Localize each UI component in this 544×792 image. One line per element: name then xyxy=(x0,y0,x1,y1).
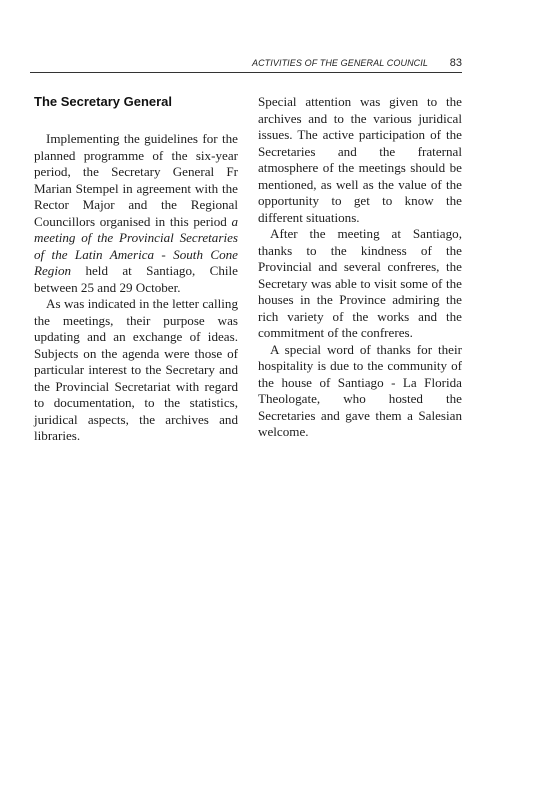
running-header xyxy=(30,58,462,73)
paragraph-1 xyxy=(34,131,238,296)
section-heading: The Secretary General xyxy=(34,94,173,109)
paragraph-4: After the meeting at Santiago, thanks to the kindness of the Provincial and several confreres, the Secretary was able to visit some of the houses in the Province admiring the rich variety of the works and the commitment of the confreres. xyxy=(258,226,462,340)
paragraph-3: Special attention was given to the archives and to the various juridical issues. The active participation of the Secretaries and the fraternal atmosphere of the meetings should be mentioned, as well as the value of the opportunity to get to know the different situations. xyxy=(258,94,462,225)
left-column xyxy=(34,94,238,445)
running-title: ACTIVITIES OF THE GENERAL COUNCIL xyxy=(251,58,428,68)
page-number: 83 xyxy=(449,57,462,69)
paragraph-1-text: Implementing the guidelines for the planned programme of the six-year period, the Secretary General Fr Marian Stempel in agreement with the Rector Major and the Regional Councillors organised in this period xyxy=(34,131,238,229)
paragraph-5: A special word of thanks for their hospitality is due to the community of the house of Santiago - La Florida Theologate, who hosted the Secretaries and gave them a Salesian welcome. xyxy=(258,341,462,439)
meeting-title-emphasis: a meeting of the Provincial Secretaries of the Latin America - South Cone Region xyxy=(34,213,238,278)
paragraph-2: As was indicated in the letter calling the meetings, their purpose was updating and an exchange of ideas. Subjects on the agenda were those of particular interest to the Secretary and the Provincial Secretariat with regard to documentation, to the statistics, juridical aspects, the archives and libraries. xyxy=(34,296,238,443)
paragraph-1-text-end: held at Santiago, Chile between 25 and 29 October. xyxy=(34,263,238,295)
right-column xyxy=(258,94,462,441)
